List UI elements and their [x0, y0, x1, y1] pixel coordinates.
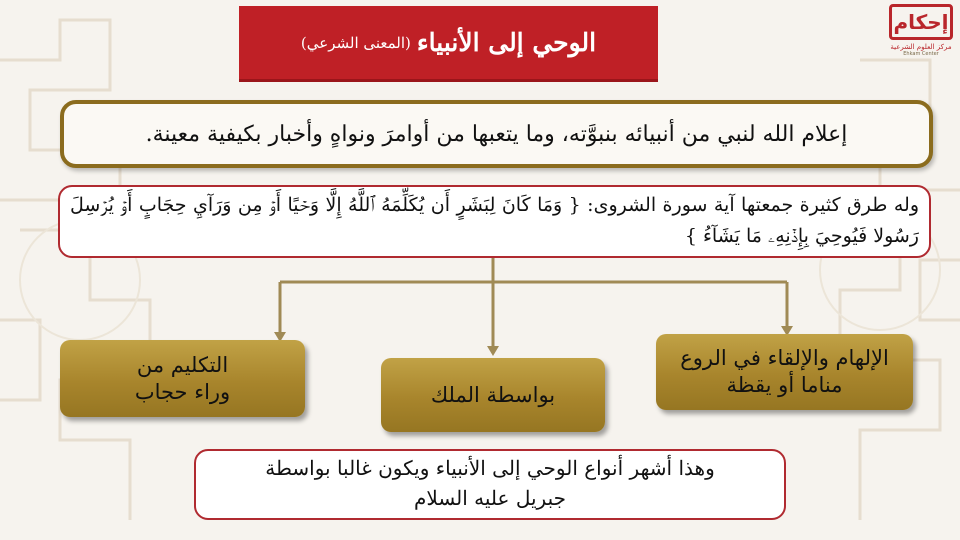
logo-name: مركز العلوم الشرعية [890, 43, 952, 51]
type-left-line2: وراء حجاب [134, 379, 231, 404]
definition-text: إعلام الله لنبي من أنبيائه بنبوَّته، وما يتعبها من أوامرَ ونواهٍ وأخبار بكيفية معينة. [145, 121, 848, 147]
title-banner [239, 6, 658, 82]
type-right-line1: الإلهام والإلقاء في الروع [680, 346, 889, 370]
verse-box [58, 185, 931, 258]
page-title: الوحي إلى الأنبياء [416, 28, 597, 57]
page-subtitle: (المعنى الشرعي) [300, 33, 411, 52]
logo-mark: إحكام [889, 4, 953, 40]
definition-box [60, 100, 933, 168]
note-line1: وهذا أشهر أنواع الوحي إلى الأنبياء ويكون غالبا بواسطة [265, 456, 715, 480]
type-middle-line1: بواسطة الملك [430, 382, 556, 407]
type-left-line1: التكليم من [136, 352, 229, 377]
logo-subtitle: Ehkam Center [903, 51, 939, 57]
type-inspiration [656, 334, 913, 410]
note-line2: جبريل عليه السلام [414, 486, 566, 510]
type-speech-behind-veil [60, 340, 305, 417]
type-right-line2: مناما أو يقظة [726, 373, 843, 397]
note-box [194, 449, 786, 520]
logo [886, 4, 956, 66]
verse-text: وله طرق كثيرة جمعتها آية سورة الشروى: { وَمَا كَانَ لِبَشَرٍ أَن يُكَلِّمَهُ ٱللَّهُ إِلَّا وَحۡيًا أَوۡ مِن وَرَآيِ حِجَابٍ أَوۡ يُرۡسِلَ رَسُولا فَيُوحِيَ بِإِذۡنِهِۦ مَا يَشَآءُ } [70, 194, 919, 247]
type-via-angel [381, 358, 605, 432]
